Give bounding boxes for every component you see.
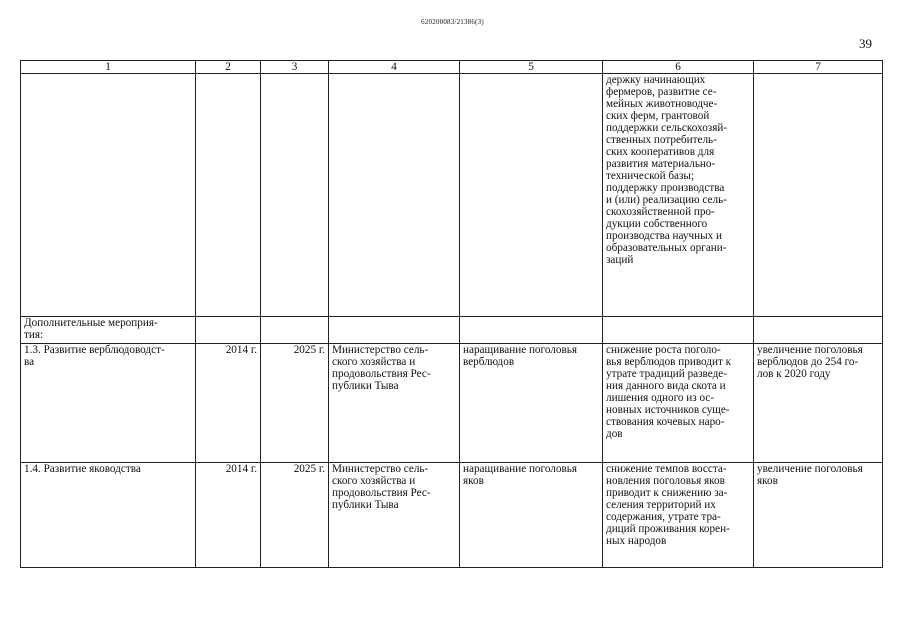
column-header-1: 1: [21, 61, 196, 74]
indicator: увеличение поголовья верблюдов до 254 го- лов к 2020 году: [754, 344, 883, 463]
expected-result: наращивание поголовья яков: [460, 463, 603, 568]
table-row: [21, 463, 883, 568]
table-cell: [603, 74, 754, 317]
section-row: [21, 317, 883, 344]
table-cell: [261, 317, 329, 344]
column-header-6: 6: [603, 61, 754, 74]
end-year: 2025 г.: [261, 344, 329, 463]
document-code: 620200083/21386(3): [421, 18, 484, 26]
expected-result: наращивание поголовья верблюдов: [460, 344, 603, 463]
table-cell: [196, 317, 261, 344]
table-cell: [754, 74, 883, 317]
indicator: увеличение поголовья яков: [754, 463, 883, 568]
start-year: 2014 г.: [196, 463, 261, 568]
table-cell: [261, 74, 329, 317]
table-cell: [603, 317, 754, 344]
table-cell: [21, 317, 196, 344]
consequences: снижение темпов восста- новления поголовья яков приводит к снижению за- селения территорий их содержания, утрате тра- диций проживания корен- ных народов: [603, 463, 754, 568]
table-cell: [21, 74, 196, 317]
measure-name: 1.3. Развитие верблюдоводст- ва: [21, 344, 196, 463]
program-measures-table: [20, 60, 883, 568]
continuation-row: [21, 74, 883, 317]
table-cell: [460, 74, 603, 317]
column-header-7: 7: [754, 61, 883, 74]
section-heading: Дополнительные мероприя- тия:: [24, 317, 158, 341]
continuation-text: держку начинающих фермеров, развитие се- мейных животноводче- ских ферм, грантовой поддержки сельскохозяй- ственных потребитель- ских кооперативов для развития материально- технической базы; поддержку производства и (или) реализацию сель- скохозяйственной про- дукции собственного производства научных и образовательных органи- заций: [606, 74, 728, 266]
table-cell: [196, 74, 261, 317]
start-year: 2014 г.: [196, 344, 261, 463]
column-header-2: 2: [196, 61, 261, 74]
table-cell: [329, 74, 460, 317]
page-number: 39: [859, 36, 872, 51]
column-header-4: 4: [329, 61, 460, 74]
table-row: [21, 344, 883, 463]
column-header-3: 3: [261, 61, 329, 74]
table-cell: [460, 317, 603, 344]
measure-name: 1.4. Развитие яководства: [21, 463, 196, 568]
consequences: снижение роста поголо- вья верблюдов приводит к утрате традиций разведе- ния данного вида скота и лишения одного из ос- новных источников суще- ствования кочевых наро- дов: [603, 344, 754, 463]
executor: Министерство сель- ского хозяйства и продовольствия Рес- публики Тыва: [329, 463, 460, 568]
column-number-row: [21, 61, 883, 74]
end-year: 2025 г.: [261, 463, 329, 568]
column-header-5: 5: [460, 61, 603, 74]
table-cell: [754, 317, 883, 344]
executor: Министерство сель- ского хозяйства и продовольствия Рес- публики Тыва: [329, 344, 460, 463]
table-cell: [329, 317, 460, 344]
